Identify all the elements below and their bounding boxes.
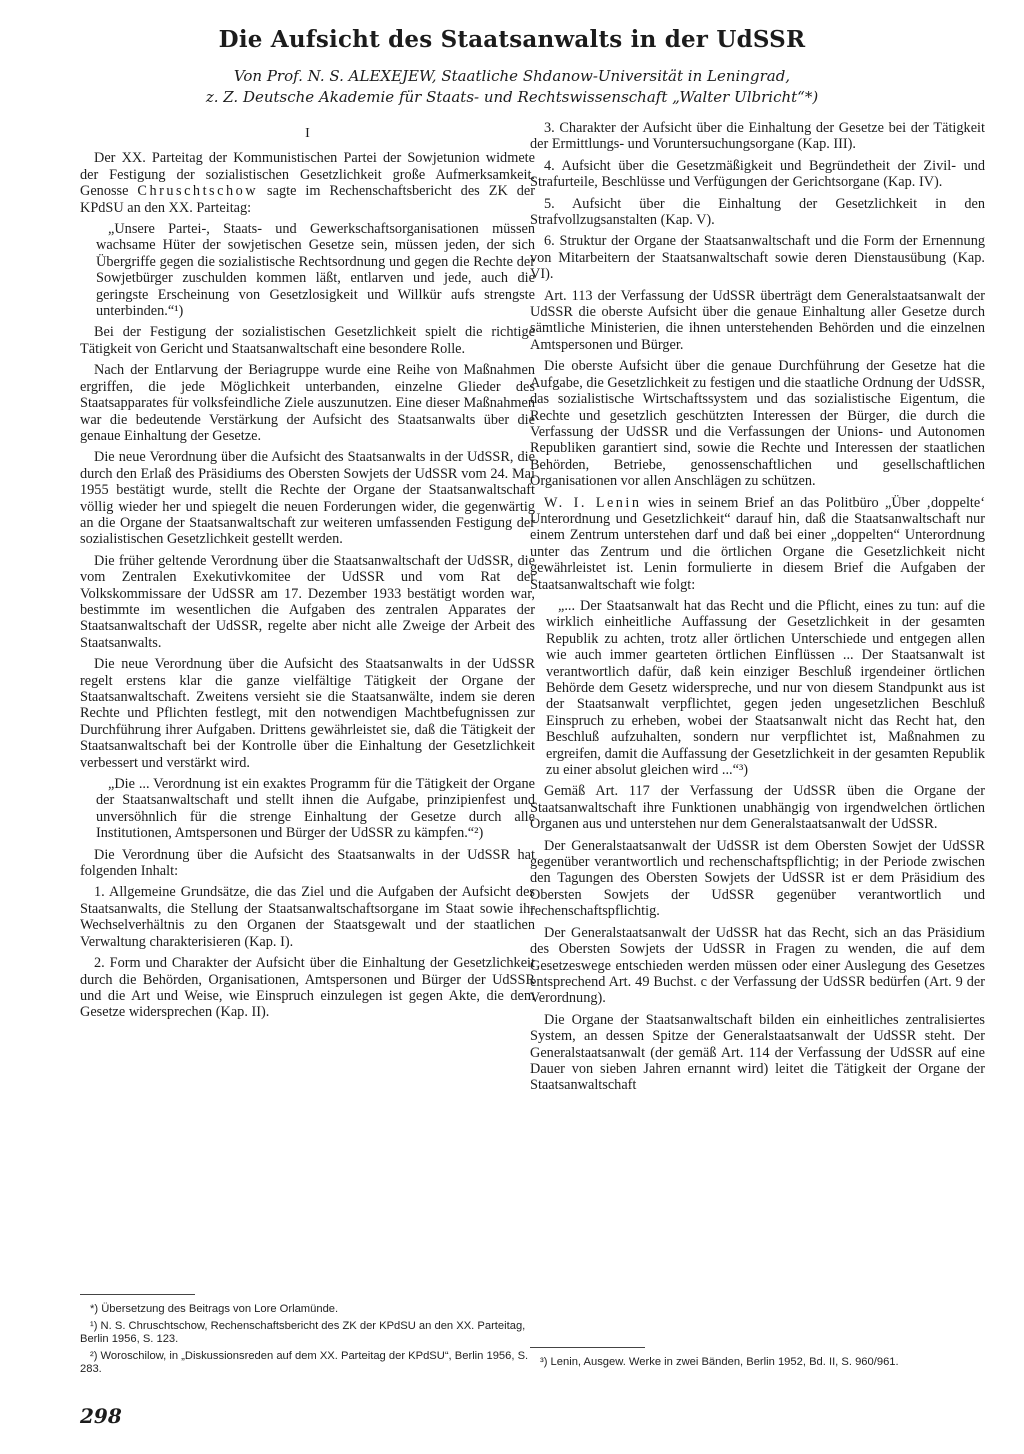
list-item: 2. Form und Charakter der Aufsicht über die Einhaltung der Gesetzlichkeit durch die Behörden, Organisationen, Amtspersonen und Bürger der UdSSR und die Art und Weise, wie Einspruch einzulegen ist gegen Akte, die dem Gesetze widersprechen (Kap. II). (80, 955, 535, 1021)
list-item: 6. Struktur der Organe der Staatsanwaltschaft und die Form der Ernennung von Mitarbeitern der Staatsanwaltschaft sowie deren Dienstausübung (Kap. VI). (530, 233, 985, 283)
text-run: sagte im Rechenschaftsbericht des ZK der KPdSU an den XX. Parteitag: (80, 183, 535, 216)
footnote-divider (80, 1294, 195, 1295)
page-number: 298 (80, 1404, 122, 1428)
list-item: 3. Charakter der Aufsicht über die Einhaltung der Gesetze bei der Tätigkeit der Ermittlungs- und Voruntersuchungsorgane (Kap. III). (530, 120, 985, 153)
footnote-divider (530, 1347, 645, 1348)
paragraph: Nach der Entlarvung der Beriagruppe wurde eine Reihe von Maßnahmen ergriffen, die jede Möglichkeit unterbanden, einzelne Glieder des Staatsapparates für volksfeindliche Ziele auszunutzen. Eine dieser Maßnahmen war die bedeutende Verstärkung der Aufsicht des Staatsanwalts über die genaue Einhaltung der Gesetze. (80, 362, 535, 444)
paragraph: Der Generalstaatsanwalt der UdSSR hat das Recht, sich an das Präsidium des Obersten Sowjets der UdSSR in Fragen zu wenden, die auf dem Gesetzeswege entschieden werden müssen oder einer Auslegung des Gesetzes entsprechend Art. 49 Buchst. c der Verfassung der UdSSR bedürfen (Art. 9 der Verordnung). (530, 924, 985, 1007)
text-run: wies in seinem Brief an das Politbüro „Über ‚doppelte‘ Unterordnung und Gesetzlichkeit“ darauf hin, daß die Staatsanwaltschaft nur einem Zentrum unterstehen darf und daß bei einer „doppelten“ Unterordnung unter das Zentrum und die örtlichen Organe die Gesetzlichkeit nicht gewährleistet ist. Lenin formulierte in diesem Brief die Aufgaben der Staatsanwaltschaft wie folgt: (530, 494, 985, 593)
paragraph: Die Organe der Staatsanwaltschaft bilden ein einheitliches zentralisiertes System, an dessen Spitze der Generalstaatsanwalt der UdSSR steht. Der Generalstaatsanwalt (der gemäß Art. 114 der Verfassung der UdSSR auf eine Dauer von sieben Jahren ernannt wird) leitet die Tätigkeit der Organe der Staatsanwaltschaft (530, 1011, 985, 1094)
footnote: *) Übersetzung des Beitrags von Lore Orlamünde. (90, 1303, 339, 1315)
footnote: ¹) N. S. Chruschtschow, Rechenschaftsbericht des ZK der KPdSU an den XX. Parteitag, Berlin 1956, S. 123. (80, 1320, 526, 1345)
section-number: I (305, 126, 310, 141)
paragraph: Die Verordnung über die Aufsicht des Staatsanwalts in der UdSSR hat folgenden Inhalt: (80, 846, 535, 880)
list-item: 4. Aufsicht über die Gesetzmäßigkeit und Begründetheit der Zivil- und Strafurteile, Beschlüsse und Verfügungen der Gerichtsorgane (Kap. IV). (530, 157, 985, 191)
block-quote: „Die ... Verordnung ist ein exaktes Programm für die Tätigkeit der Organe der Staatsanwaltschaft und stellt ihnen die Aufgabe, prinzipienfest und unversöhnlich für die strenge Einhaltung der Gesetze durch alle Institutionen, Amtspersonen und Bürger der UdSSR zu kämpfen.“²) (96, 776, 535, 842)
paragraph: Bei der Festigung der sozialistischen Gesetzlichkeit spielt die richtige Tätigkeit von Gericht und Staatsanwaltschaft eine besondere Rolle. (80, 324, 535, 357)
list-item: 1. Allgemeine Grundsätze, die das Ziel und die Aufgaben der Aufsicht des Staatsanwalts, die Stellung der Staatsanwaltschaftsorgane im Staat sowie ihr Wechselverhältnis zu den Organen der Staatsgewalt und der staatlichen Verwaltung charakterisieren (Kap. I). (80, 884, 535, 950)
author-byline (0, 66, 1024, 108)
left-column (80, 120, 535, 1026)
right-column (530, 120, 985, 1099)
paragraph (80, 150, 535, 216)
text-run: Der XX. Parteitag der Kommunistischen Partei der Sowjetunion widmete der Festigung der sozialistischen Gesetzlichkeit große Aufmerksamkeit. Genosse (80, 150, 535, 200)
paragraph (530, 495, 985, 593)
article-title: Die Aufsicht des Staatsanwalts in der UdSSR (218, 26, 806, 53)
footnote: ²) Woroschilow, in „Diskussionsreden auf dem XX. Parteitag der KPdSU“, Berlin 1956, S. 283. (80, 1350, 529, 1375)
byline-line-2: z. Z. Deutsche Akademie für Staats- und Rechtswissenschaft „Walter Ulbricht“*) (205, 88, 819, 106)
paragraph: Die neue Verordnung über die Aufsicht des Staatsanwalts in der UdSSR, die durch den Erlaß des Präsidiums des Obersten Sowjets der UdSSR vom 24. Mai 1955 bestätigt wurde, stellt die Rechte der Organe der Staatsanwaltschaft völlig wieder her und spiegelt die neuen Forderungen wider, die gegenwärtig an die Organe der Staatsanwaltschaft zur weiteren umfassenden Festigung der sozialistischen Gesetzlichkeit gestellt werden. (80, 449, 535, 548)
list-item: 5. Aufsicht über die Einhaltung der Gesetzlichkeit in den Strafvollzugsanstalten (Kap. V). (530, 195, 985, 229)
block-quote: „... Der Staatsanwalt hat das Recht und die Pflicht, eines zu tun: auf die wirklich einheitliche Auffassung der Gesetzlichkeit in der gesamten Republik zu achten, trotz aller örtlichen Unterschiede und entgegen allen wie auch immer gearteten örtlichen Einflüssen ... Der Staatsanwalt ist verantwortlich dafür, daß kein einziger Beschluß irgendeiner örtlichen Behörde dem Gesetz widerspreche, und nur von diesem Standpunkt aus ist der Staatsanwalt verpflichtet, gegen jeden ungesetzlichen Beschluß Einspruch zu erheben, wobei der Staatsanwalt nicht das Recht hat, den Beschluß aufzuhalten, sondern nur verpflichtet ist, Maßnahmen zu ergreifen, damit die Auffassung der Gesetzlichkeit in der gesamten Republik zu einer absolut gleichen wird ...“³) (546, 597, 985, 779)
paragraph: Der Generalstaatsanwalt der UdSSR ist dem Obersten Sowjet der UdSSR gegenüber verantwortlich und rechenschaftspflichtig; in der Periode zwischen den Tagungen des Obersten Sowjets der UdSSR ist er dem Präsidium des Obersten Sowjets der UdSSR gegenüber verantwortlich und rechenschaftspflichtig. (530, 837, 985, 920)
paragraph: Die oberste Aufsicht über die genaue Durchführung der Gesetze hat die Aufgabe, die Gesetzlichkeit zu festigen und die staatliche Ordnung der UdSSR, das sozialistische Wirtschaftssystem und das sozialistische Eigentum, die Rechte und gesetzlich geschützten Interessen der Bürger, die durch die Verfassung der UdSSR und die Verfassungen der Unions- und Autonomen Republiken garantiert sind, sowie die Rechte und Interessen der staatlichen Behörden, Betriebe, genossenschaftlichen und gesellschaftlichen Organisationen vor allen Anschlägen zu schützen. (530, 358, 985, 490)
person-name: W. I. Lenin (544, 494, 642, 511)
byline-line-1: Von Prof. N. S. ALEXEJEW, Staatliche Shdanow-Universität in Leningrad, (233, 67, 791, 85)
paragraph: Art. 113 der Verfassung der UdSSR überträgt dem Generalstaatsanwalt der UdSSR die oberste Aufsicht über die genaue Einhaltung aller Gesetze durch sämtliche Ministerien, die ihnen unterstehenden Behörden und die einzelnen Amtspersonen und Bürger. (530, 287, 985, 353)
person-name: Chruschtschow (137, 183, 259, 200)
footnote: ³) Lenin, Ausgew. Werke in zwei Bänden, Berlin 1952, Bd. II, S. 960/961. (540, 1356, 899, 1368)
footnotes-right (530, 1356, 985, 1373)
footnotes-left (80, 1303, 535, 1380)
paragraph: Gemäß Art. 117 der Verfassung der UdSSR üben die Organe der Staatsanwaltschaft ihre Funktionen unabhängig von irgendwelchen örtlichen Organen aus und unterstehen nur dem Generalstaatsanwalt der UdSSR. (530, 783, 985, 833)
paragraph: Die früher geltende Verordnung über die Staatsanwaltschaft der UdSSR, die vom Zentralen Exekutivkomitee der UdSSR und vom Rat der Volkskommissare der UdSSR am 17. Dezember 1933 bestätigt worden war, bestimmte im wesentlichen die Aufgaben des zentralen Apparates der Staatsanwaltschaft der UdSSR, regelte aber nicht alle Zweige der Arbeit des Staatsanwalts. (80, 552, 535, 651)
block-quote: „Unsere Partei-, Staats- und Gewerkschaftsorganisationen müssen wachsame Hüter der sowjetischen Gesetze sein, müssen jeden, der sich Übergriffe gegen die sozialistische Rechtsordnung und gegen die Rechte der Sowjetbürger zuschulden kommen läßt, entlarven und jede, auch die geringste Erscheinung von Gesetzlosigkeit und Willkür aufs strengste unterbinden.“¹) (96, 221, 535, 320)
paragraph: Die neue Verordnung über die Aufsicht des Staatsanwalts in der UdSSR regelt erstens klar die ganze vielfältige Tätigkeit der Organe der Staatsanwaltschaft. Zweitens versieht sie die Staatsanwälte, indem sie deren Rechte und Pflichten festlegt, mit den notwendigen Machtbefugnissen zur Durchführung ihrer Aufgaben. Drittens gewährleistet sie, daß die Tätigkeit der Staatsanwaltschaft bei der Kontrolle über die Einhaltung der Gesetzlichkeit verbessert und verstärkt wird. (80, 656, 535, 771)
